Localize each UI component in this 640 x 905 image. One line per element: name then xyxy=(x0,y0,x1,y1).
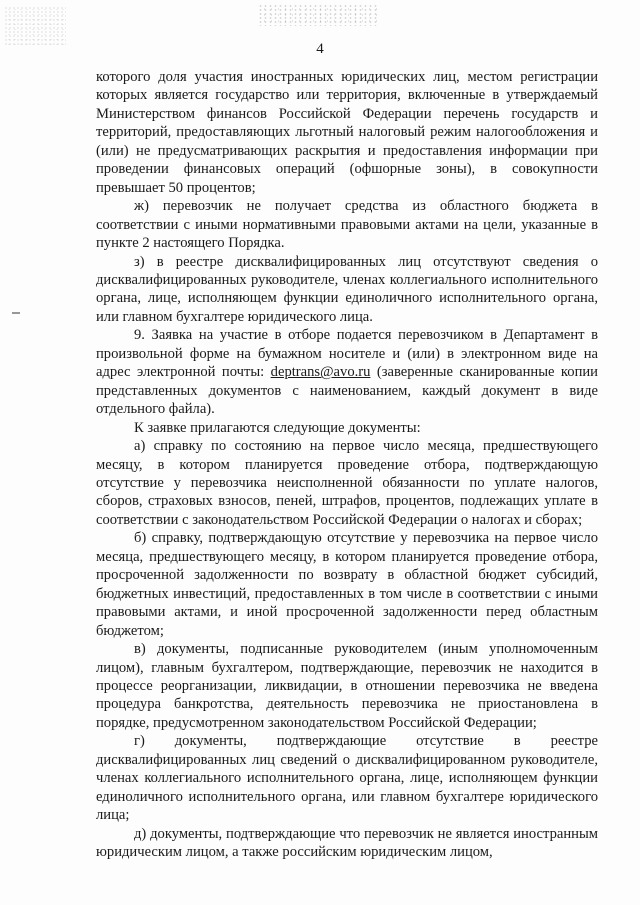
page-number: 4 xyxy=(316,41,324,57)
paragraph: з) в реестре дисквалифицированных лиц отсутствуют сведения о дисквалифицированных руководителе, членах коллегиального исполнительного органа, лице, исполняющем функции единоличного исполнительного органа, или главном бухгалтере юридического лица. xyxy=(96,253,598,325)
paragraph: д) документы, подтверждающие что перевозчик не является иностранным юридическим лицом, а также российским юридическим лицом, xyxy=(96,825,598,861)
email-link[interactable]: deptrans@avo.ru xyxy=(270,364,371,381)
paragraph: б) справку, подтверждающую отсутствие у перевозчика на первое число месяца, предшествующего месяцу, в котором планируется проведение отбора, просроченной задолженности по возврату в областной бюджет субсидий, бюджетных инвестиций, предоставленных в том числе в соответствии с иными правовыми актами, и иной просроченной задолженности перед областным бюджетом; xyxy=(96,530,598,639)
paragraph: в) документы, подписанные руководителем (иным уполномоченным лицом), главным бухгалтером, подтверждающие, перевозчик не находится в процессе реорганизации, ликвидации, в отношении перевозчика не введена процедура банкротства, деятельность перевозчика не приостановлена в порядке, предусмотренном законодательством Российской Федерации; xyxy=(96,641,598,731)
margin-mark xyxy=(12,312,20,314)
document-body xyxy=(96,68,598,861)
paragraph: ж) перевозчик не получает средства из областного бюджета в соответствии с иными нормативными правовыми актами на цели, указанные в пункте 2 настоящего Порядка. xyxy=(96,198,598,252)
scan-artifact xyxy=(258,4,378,26)
paragraph-text: 9. Заявка на участие в отборе подается перевозчиком в Департамент в произвольной форме на бумажном носителе и (или) в электронном виде на адрес электронной почты: xyxy=(96,327,598,381)
paragraph: а) справку по состоянию на первое число месяца, предшествующего месяцу, в котором планируется проведение отбора, подтверждающую отсутствие у перевозчика неисполненной обязанности по уплате налогов, сборов, страховых взносов, пеней, штрафов, процентов, подлежащих уплате в соответствии с законодательством Российской Федерации о налогах и сборах; xyxy=(96,438,598,528)
paragraph: г) документы, подтверждающие отсутствие в реестре дисквалифицированных лиц сведений о дисквалифицированном руководителе, членах коллегиального исполнительного органа, лице, исполняющем функции единоличного исполнительного органа, или главном бухгалтере юридического лица; xyxy=(96,733,598,824)
paragraph-text: (заверенные сканированные копии представленных документов с наименованием, каждый документ в виде отдельного файла). xyxy=(96,364,598,418)
paragraph xyxy=(96,326,598,418)
paragraph: К заявке прилагаются следующие документы: xyxy=(134,419,421,436)
paragraph: которого доля участия иностранных юридических лиц, местом регистрации которых является государство или территория, включенные в утверждаемый Министерством финансов Российской Федерации перечень государств и территорий, предоставляющих льготный налоговый режим налогообложения и (или) не предусматривающих раскрытия и предоставления информации при проведении финансовых операций (офшорные зоны), в совокупности превышает 50 процентов; xyxy=(96,69,598,196)
